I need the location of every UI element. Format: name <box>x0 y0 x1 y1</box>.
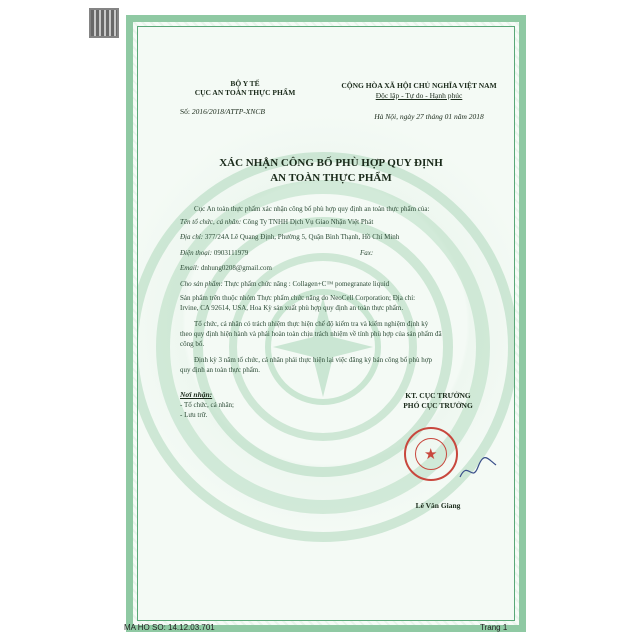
email-value: dnhung0208@gmail.com <box>200 264 273 272</box>
file-code: MA HO SO: 14.12.03.701 <box>124 623 215 632</box>
document-title-line2: AN TOÀN THỰC PHẨM <box>270 172 392 184</box>
certificate-inner-border <box>137 26 515 621</box>
seal-star-icon: ★ <box>424 447 438 463</box>
org-value: Công Ty TNHH Dịch Vụ Giao Nhận Việt Phát <box>242 218 374 226</box>
phone-row <box>180 249 248 258</box>
address-row <box>180 233 399 242</box>
product-row <box>180 280 389 289</box>
issue-date: Hà Nội, ngày 27 tháng 01 năm 2018 <box>374 112 484 121</box>
paragraph1-line2: Irvine, CA 92614, USA, Hoa Kỳ sản xuất phù hợp quy định an toàn thực phẩm. <box>180 304 404 312</box>
signer-title-2: PHÓ CỤC TRƯỞNG <box>403 401 473 410</box>
paragraph1-line1: Sản phẩm trên thuộc nhóm Thực phẩm chức năng do NeoCell Corporation; Địa chỉ: <box>180 294 416 302</box>
certificate-frame <box>126 15 526 632</box>
phone-label: Điện thoại: <box>180 249 213 257</box>
product-label: Cho sản phẩm: <box>180 280 223 288</box>
paragraph2-line3: công bố. <box>180 340 205 348</box>
paragraph3-line1: Định kỳ 3 năm tổ chức, cá nhân phải thực hiện lại việc đăng ký bản công bố phù hợp <box>194 356 432 364</box>
document-number <box>180 107 265 116</box>
paragraph2-line2: theo quy định hiện hành và phải hoàn toàn chịu trách nhiệm về tính phù hợp của sản phẩm đã <box>180 330 442 338</box>
email-label: Email: <box>180 264 200 272</box>
product-value: Thực phẩm chức năng : Collagen+C™ pomegranate liquid <box>224 280 390 288</box>
nation-motto: Độc lập - Tự do - Hạnh phúc <box>375 91 463 100</box>
paragraph3-line2: quy định an toàn thực phẩm. <box>180 366 261 374</box>
org-label: Tên tổ chức, cá nhân: <box>180 218 242 226</box>
ministry-name: BỘ Y TẾ <box>230 79 260 88</box>
recipients-label: Nơi nhận: <box>180 390 213 399</box>
fax-label: Fax: <box>360 249 374 257</box>
intro-text: Cục An toàn thực phẩm xác nhận công bố phù hợp quy định an toàn thực phẩm của: <box>194 205 430 213</box>
qr-code-icon <box>89 8 119 38</box>
nation-name: CỘNG HÒA XÃ HỘI CHỦ NGHĨA VIỆT NAM <box>341 81 497 90</box>
address-label: Địa chỉ: <box>180 233 204 241</box>
email-row <box>180 264 272 273</box>
number-value: 2016/2018/ATTP-XNCB <box>191 107 265 116</box>
official-seal-stamp <box>404 427 458 481</box>
recipient-item-2: - Lưu trữ. <box>180 411 208 419</box>
address-value: 377/24A Lê Quang Định, Phường 5, Quận Bình Thạnh, Hồ Chí Minh <box>204 233 400 241</box>
phone-value: 0903111979 <box>213 249 249 257</box>
page-number: Trang 1 <box>480 623 508 632</box>
org-row <box>180 218 373 227</box>
signer-name: Lê Văn Giang <box>415 501 461 510</box>
number-label: Số: <box>180 107 191 116</box>
document-title-line1: XÁC NHẬN CÔNG BỐ PHÙ HỢP QUY ĐỊNH <box>219 157 443 169</box>
paragraph2-line1: Tổ chức, cá nhân có trách nhiệm thực hiện chế độ kiểm tra và kiểm nghiệm định kỳ <box>194 320 429 328</box>
department-name: CỤC AN TOÀN THỰC PHẨM <box>194 88 296 97</box>
signer-title-1: KT. CỤC TRƯỞNG <box>405 391 471 400</box>
recipient-item-1: - Tổ chức, cá nhân; <box>180 401 235 409</box>
signature-icon <box>458 455 498 485</box>
